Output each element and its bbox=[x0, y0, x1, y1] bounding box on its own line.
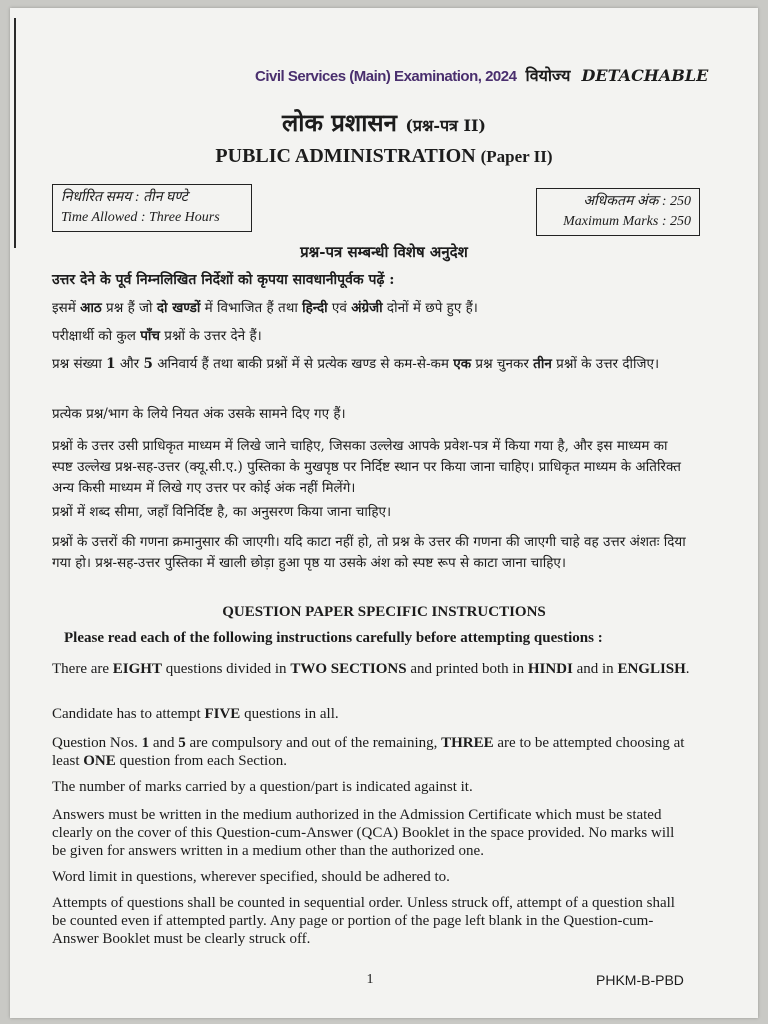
text: questions divided in bbox=[161, 661, 291, 677]
text: एवं bbox=[327, 300, 352, 316]
bold-text: THREE bbox=[441, 735, 494, 751]
detachable-hindi: वियोज्य bbox=[525, 66, 571, 85]
text: और bbox=[115, 356, 144, 372]
instruction-hindi-5: प्रश्नों के उत्तर उसी प्राधिकृत माध्यम में लिखे जाने चाहिए, जिसका उल्लेख आपके प्रवेश-पत्र में किया गया है, और इस माध्यम का स्पष्ट उल्लेख प्रश्न-सह-उत्तर (क्यू.सी.ए.) पुस्तिका के मुखपृष्ठ पर निर्दिष्ट स्थान पर किया जाना चाहिए। प्राधिकृत माध्यम के अतिरिक्त अन्य किसी माध्यम में लिखे गए उत्तर पर कोई अंक नहीं मिलेंगे। bbox=[52, 438, 681, 496]
instruction-english-2 bbox=[52, 705, 692, 723]
instruction-hindi-2 bbox=[52, 326, 692, 347]
bold-text: 1 bbox=[141, 735, 150, 751]
instruction-hindi-1 bbox=[52, 298, 692, 319]
maximum-marks-english: Maximum Marks : 250 bbox=[563, 214, 691, 229]
bold-text: तीन bbox=[533, 356, 552, 372]
text: are compulsory and out of the remaining, bbox=[185, 735, 442, 751]
bold-text: 5 bbox=[178, 735, 186, 751]
text: प्रश्नों के उत्तर दीजिए। bbox=[551, 356, 660, 372]
bold-text: 1 bbox=[106, 356, 116, 372]
text: प्रश्न संख्या bbox=[52, 356, 107, 372]
time-allowed-english: Time Allowed : Three Hours bbox=[61, 210, 220, 225]
text: दोनों में छपे हुए हैं। bbox=[382, 300, 478, 316]
instruction-hindi-3 bbox=[52, 354, 692, 375]
time-allowed-box bbox=[52, 184, 252, 232]
bold-text: 5 bbox=[143, 356, 153, 372]
bold-text: ONE bbox=[83, 753, 116, 769]
text: There are bbox=[52, 661, 113, 677]
paper-english: (Paper II) bbox=[480, 147, 553, 166]
instruction-english-6: Word limit in questions, wherever specified, should be adhered to. bbox=[52, 869, 450, 885]
text: प्रश्नों के उत्तर देने हैं। bbox=[160, 328, 262, 344]
title-hindi-text: लोक प्रशासन bbox=[281, 108, 397, 137]
text: . bbox=[685, 661, 690, 677]
instruction-hindi-7: प्रश्नों के उत्तरों की गणना क्रमानुसार की जाएगी। यदि काटा नहीं हो, तो प्रश्न के उत्तर की गणना की जाएगी चाहे वह उत्तर अंशतः दिया गया हो। प्रश्न-सह-उत्तर पुस्तिका में खाली छोड़ा हुआ पृष्ठ या उसके अंश को स्पष्ट रूप से काटा जाना चाहिए। bbox=[52, 534, 686, 571]
instructions-title-hindi: प्रश्न-पत्र सम्बन्धी विशेष अनुदेश bbox=[300, 243, 468, 261]
paper-code: PHKM-B-PBD bbox=[596, 972, 684, 988]
instruction-english-3 bbox=[52, 734, 692, 770]
text: and printed both in bbox=[406, 661, 528, 677]
bold-text: ENGLISH bbox=[617, 661, 686, 677]
maximum-marks-box bbox=[536, 188, 700, 236]
instructions-lead-hindi: उत्तर देने के पूर्व निम्नलिखित निर्देशों को कृपया सावधानीपूर्वक पढ़ें : bbox=[52, 272, 395, 288]
bold-text: पाँच bbox=[140, 328, 160, 344]
instructions-lead-english: Please read each of the following instructions carefully before attempting questions : bbox=[64, 630, 603, 646]
text: Candidate has to attempt bbox=[52, 706, 205, 722]
instruction-english-7: Attempts of questions shall be counted in sequential order. Unless struck off, attempt of a question shall be counted even if attempted partly. Any page or portion of the page left blank in the Question-cum-Answer Booklet must be clearly struck off. bbox=[52, 895, 675, 947]
bold-text: दो खण्डों bbox=[156, 300, 201, 316]
bold-text: आठ bbox=[80, 300, 102, 316]
text: and in bbox=[572, 661, 618, 677]
title-english bbox=[10, 145, 758, 168]
text: इसमें bbox=[52, 300, 81, 316]
exam-name: Civil Services (Main) Examination, 2024 bbox=[255, 68, 517, 85]
bold-text: हिन्दी bbox=[302, 300, 328, 316]
text: question from each Section. bbox=[115, 753, 287, 769]
text: and bbox=[149, 735, 179, 751]
bold-text: अंग्रेजी bbox=[351, 300, 383, 316]
instruction-english-5: Answers must be written in the medium authorized in the Admission Certificate which must be stated clearly on the cover of this Question-cum-Answer (QCA) Booklet in the space provided. No marks will be given for answers written in a medium other than the authorized one. bbox=[52, 807, 675, 859]
exam-page bbox=[10, 8, 758, 1018]
time-allowed-hindi: निर्धारित समय : तीन घण्टे bbox=[61, 190, 188, 205]
bold-text: EIGHT bbox=[112, 661, 162, 677]
text: प्रश्न हैं जो bbox=[101, 300, 157, 316]
paper-hindi: (प्रश्न-पत्र II) bbox=[405, 116, 487, 135]
title-english-text: PUBLIC ADMINISTRATION bbox=[215, 145, 476, 167]
text: अनिवार्य हैं तथा बाकी प्रश्नों में से प्रत्येक खण्ड से कम-से-कम bbox=[152, 356, 454, 372]
maximum-marks-hindi: अधिकतम अंक : 250 bbox=[583, 194, 691, 209]
text: Question Nos. bbox=[52, 735, 142, 751]
text: में विभाजित हैं तथा bbox=[200, 300, 303, 316]
title-hindi bbox=[10, 106, 758, 139]
text: परीक्षार्थी को कुल bbox=[52, 328, 141, 344]
instruction-english-1 bbox=[52, 660, 692, 678]
instructions-title-english: QUESTION PAPER SPECIFIC INSTRUCTIONS bbox=[222, 604, 546, 620]
page-number: 1 bbox=[366, 972, 374, 987]
text: questions in all. bbox=[240, 706, 339, 722]
bold-text: TWO SECTIONS bbox=[290, 661, 407, 677]
bold-text: HINDI bbox=[527, 661, 573, 677]
exam-header bbox=[255, 64, 709, 86]
text: प्रश्न चुनकर bbox=[471, 356, 534, 372]
bold-text: एक bbox=[453, 356, 472, 372]
instruction-english-4: The number of marks carried by a question/part is indicated against it. bbox=[52, 779, 473, 795]
instruction-hindi-6: प्रश्नों में शब्द सीमा, जहाँ विनिर्दिष्ट है, का अनुसरण किया जाना चाहिए। bbox=[52, 504, 392, 520]
bold-text: FIVE bbox=[204, 706, 241, 722]
detachable-english: DETACHABLE bbox=[581, 66, 709, 85]
instruction-hindi-4: प्रत्येक प्रश्न/भाग के लिये नियत अंक उसके सामने दिए गए हैं। bbox=[52, 406, 346, 422]
text: are to be attempted choosing at least bbox=[52, 735, 685, 769]
